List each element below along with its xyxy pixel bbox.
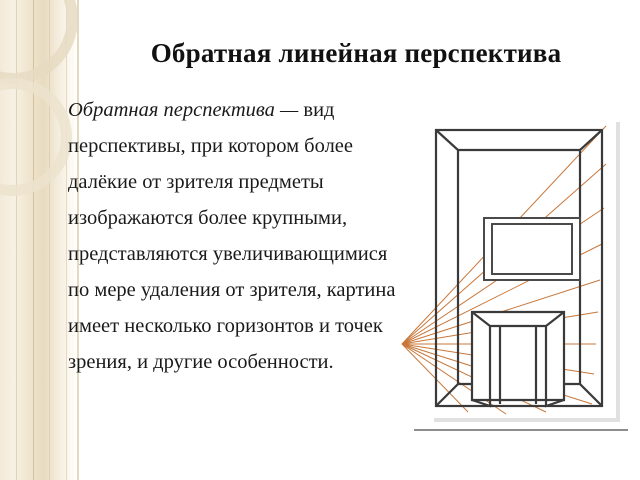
band-line (66, 0, 67, 480)
body-text-lead: Обратная перспектива — (68, 99, 299, 121)
body-text (68, 92, 408, 380)
inner-frame (484, 218, 580, 280)
table-shape (472, 312, 564, 406)
decorative-ring (0, 78, 72, 196)
page-title: Обратная линейная перспектива (150, 38, 562, 68)
reverse-perspective-illustration (396, 112, 632, 464)
body-text-rest: вид перспективы, при котором более далёкие от зрителя предметы изображаются более крупными, представляются увеличивающимися по мере удаления от зрителя, картина имеет несколько горизонтов и точек зрения, и другие особенности. (68, 99, 396, 373)
decorative-left-band (0, 0, 78, 480)
